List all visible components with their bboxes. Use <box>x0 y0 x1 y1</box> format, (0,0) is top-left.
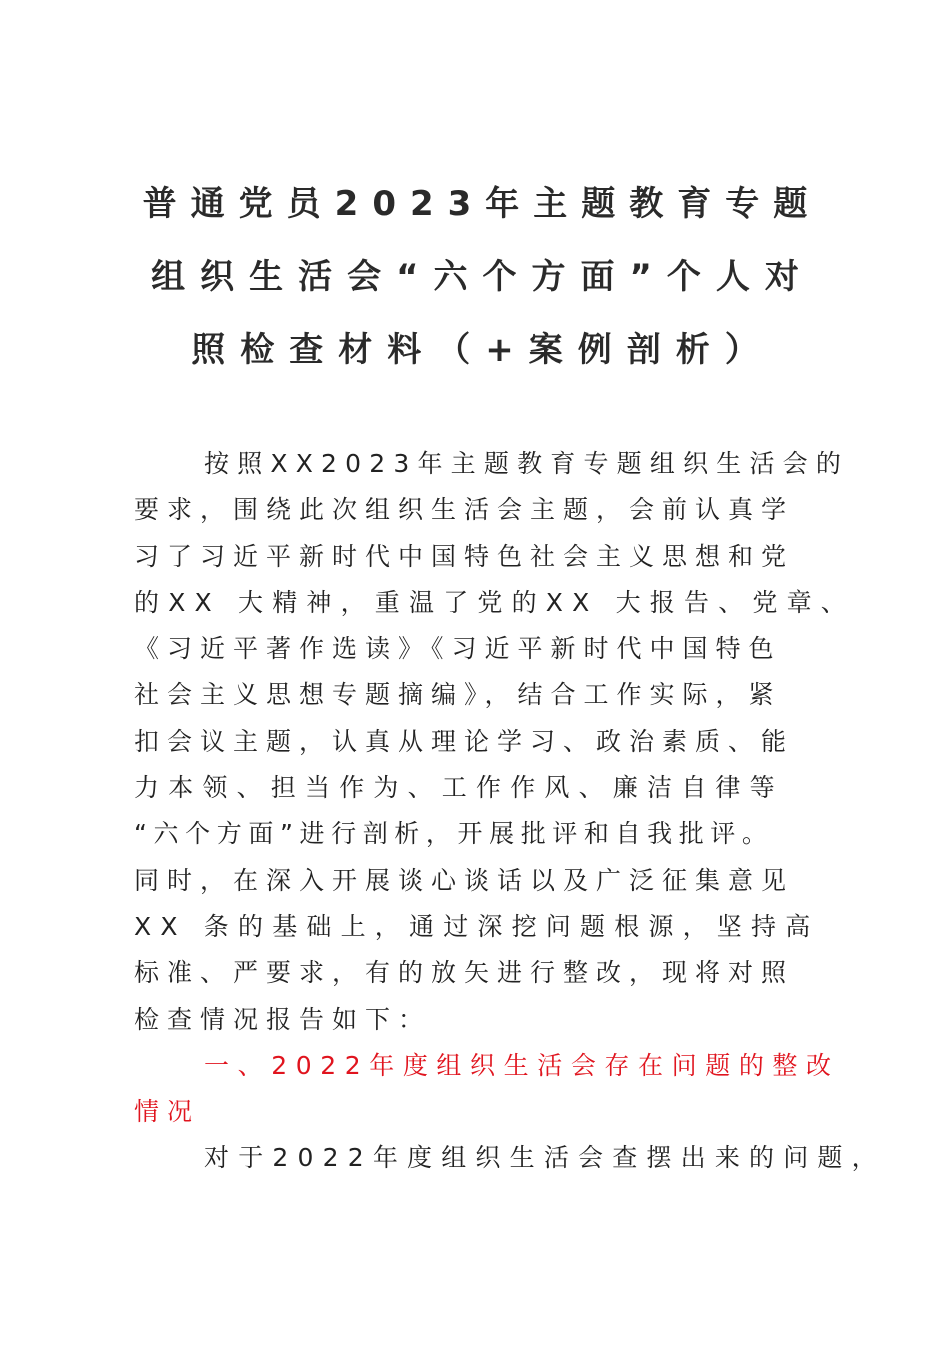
title-line-2: 组织生活会“六个方面”个人对 <box>151 257 814 297</box>
paragraph-line: 的XX 大精神，重温了党的XX 大报告、党章、 <box>134 587 856 617</box>
paragraph-line: 对于2022年度组织生活会查摆出来的问题， <box>204 1143 886 1173</box>
paragraph-line: 检查情况报告如下： <box>134 1004 432 1034</box>
intro-paragraph <box>134 441 854 1043</box>
paragraph-line: XX 条的基础上，通过深挖问题根源，坚持高 <box>134 911 820 941</box>
document-body <box>134 441 886 1182</box>
section-heading-line: 一、2022年度组织生活会存在问题的整改 <box>204 1050 840 1080</box>
followup-paragraph <box>134 1135 886 1181</box>
paragraph-line: 要求，围绕此次组织生活会主题，会前认真学 <box>134 495 795 525</box>
paragraph-line: 同时，在深入开展谈心谈话以及广泛征集意见 <box>134 865 795 895</box>
document-title <box>0 184 950 406</box>
paragraph-line: 扣会议主题，认真从理论学习、政治素质、能 <box>134 726 795 756</box>
paragraph-line: “六个方面”进行剖析，开展批评和自我批评。 <box>134 819 774 849</box>
paragraph-line: 标准、严要求，有的放矢进行整改，现将对照 <box>134 958 795 988</box>
paragraph-line: 按照XX2023年主题教育专题组织生活会的 <box>204 449 850 478</box>
paragraph-line: 力本领、担当作为、工作作风、廉洁自律等 <box>134 773 784 803</box>
paragraph-line: 习了习近平新时代中国特色社会主义思想和党 <box>134 541 795 571</box>
section-heading-line: 情况 <box>134 1097 201 1127</box>
title-line-3: 照检查材料（+案例剖析） <box>191 330 774 370</box>
paragraph-line: 《习近平著作选读》《习近平新时代中国特色 <box>134 634 782 664</box>
title-line-1: 普通党员2023年主题教育专题 <box>142 184 822 224</box>
paragraph-line: 社会主义思想专题摘编》，结合工作实际，紧 <box>134 680 782 710</box>
section-heading <box>134 1043 854 1136</box>
